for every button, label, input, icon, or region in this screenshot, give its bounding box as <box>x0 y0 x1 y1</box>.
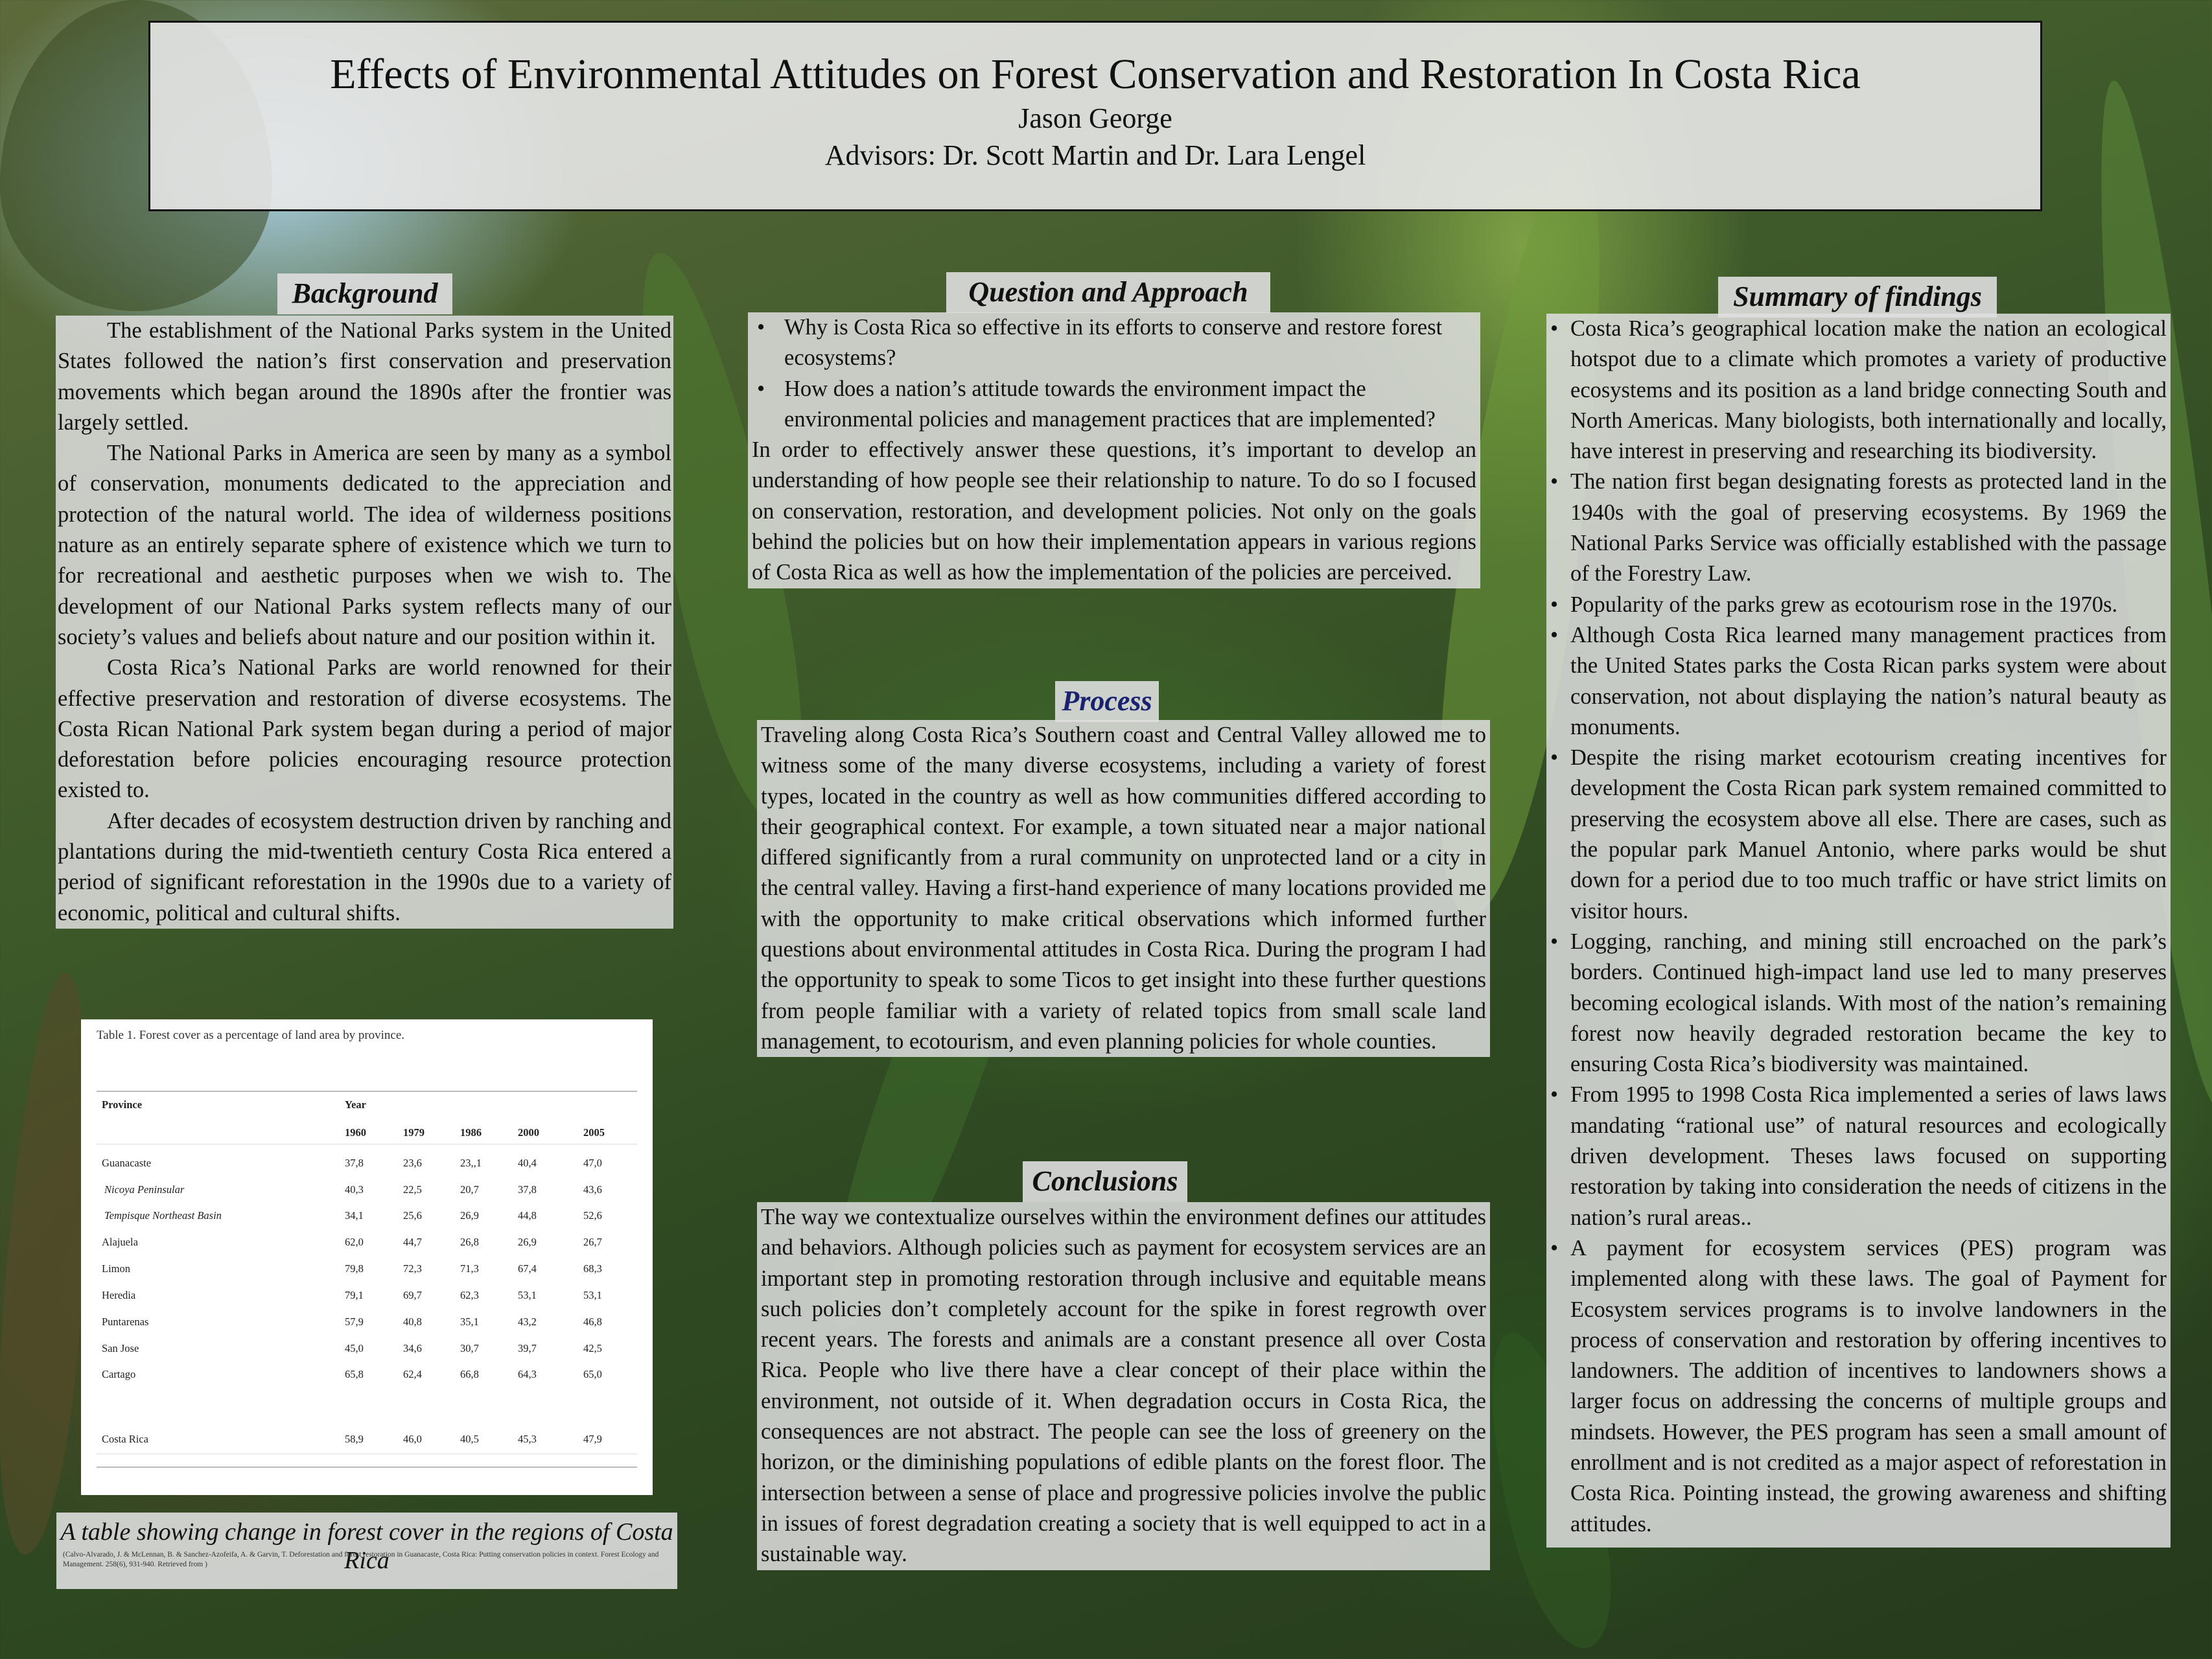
table-rule <box>97 1091 637 1092</box>
conclusions-heading: Conclusions <box>1023 1161 1187 1202</box>
table-row-label: San Jose <box>102 1342 139 1354</box>
table-cell: 53,1 <box>583 1289 602 1301</box>
table-rule <box>97 1467 637 1468</box>
background-paragraph: Costa Rica’s National Parks are world renowned for their effective preservation and restoration of diverse ecosystems. The Costa Rican National Park system began during a period of major deforestation before policies encouraging resource protection existed to. <box>58 655 671 803</box>
table-cell: 20,7 <box>460 1183 479 1196</box>
table-cell: 40,4 <box>518 1157 537 1169</box>
background-text <box>56 316 673 929</box>
table-cell: 26,7 <box>583 1236 602 1248</box>
table-header-year-cell: 1986 <box>460 1126 482 1139</box>
table-cell: 37,8 <box>518 1183 537 1196</box>
question-bullet: • Why is Costa Rica so effective in its efforts to conserve and restore forest ecosystems? <box>752 312 1476 374</box>
table-cell: 43,2 <box>518 1316 537 1328</box>
table-caption-box <box>56 1513 677 1589</box>
table-cell: 47,9 <box>583 1433 602 1445</box>
table-row-label: Heredia <box>102 1289 136 1301</box>
question-heading: Question and Approach <box>946 272 1270 313</box>
table-cell: 40,5 <box>460 1433 479 1445</box>
table-cell: 79,1 <box>345 1289 364 1301</box>
table-cell: 46,8 <box>583 1316 602 1328</box>
findings-bullet: • Popularity of the parks grew as ecotourism rose in the 1970s. <box>1550 590 2167 620</box>
conclusions-text <box>757 1202 1490 1570</box>
table-header-province: Province <box>102 1098 143 1111</box>
poster-title: Effects of Environmental Attitudes on Forest Conservation and Restoration In Costa Rica <box>330 51 1861 98</box>
table-cell: 62,3 <box>460 1289 479 1301</box>
conclusions-paragraph: The way we contextualize ourselves within the environment defines our attitudes and behaviors. Although policies such as payment for ecosystem services are an important step in promoting restoration through inclusive and equitable means such policies don’t completely account for the spike in forest regrowth over recent years. The forests and animals are a constant presence all over Costa Rica. People who live there have a clear concept of their place within the environment, not outside of it. When degradation occurs in Costa Rica, the consequences are not abstract. The people can see the loss of greenery on the horizon, or the diminishing populations of edible plants on the forest floor. The intersection between a sense of place and progressive policies involve the public in issues of forest degradation creating a society that is well equipped to act in a sustainable way. <box>761 1205 1486 1567</box>
table-cell: 35,1 <box>460 1316 479 1328</box>
table-cell: 58,9 <box>345 1433 364 1445</box>
table-cell: 23,,1 <box>460 1157 482 1169</box>
table-header-year: Year <box>345 1098 366 1111</box>
table-row-label: Puntarenas <box>102 1316 149 1328</box>
table-row-label: Alajuela <box>102 1236 138 1248</box>
table-cell: 43,6 <box>583 1183 602 1196</box>
findings-heading: Summary of findings <box>1718 277 1997 318</box>
table-row-label: Cartago <box>102 1368 136 1380</box>
table-cell: 45,0 <box>345 1342 364 1354</box>
table-cell: 45,3 <box>518 1433 537 1445</box>
background-paragraph: The National Parks in America are seen by many as a symbol of conservation, monuments dedicated to the appreciation and protection of the natural world. The idea of wilderness positions nature as an entirely separate sphere of existence which we turn to for recreational and aesthetic purposes when we wish to. The development of our National Parks system reflects many of our society’s values and beliefs about nature and our position within it. <box>58 441 671 649</box>
table-cell: 66,8 <box>460 1368 479 1380</box>
table-cell: 57,9 <box>345 1316 364 1328</box>
table-cell: 79,8 <box>345 1262 364 1275</box>
table-cell: 64,3 <box>518 1368 537 1380</box>
table-cell: 26,9 <box>460 1209 479 1222</box>
table-row-label: Costa Rica <box>102 1433 148 1445</box>
findings-text <box>1546 314 2171 1548</box>
process-paragraph: Traveling along Costa Rica’s Southern coast and Central Valley allowed me to witness some of the many diverse ecosystems, including a variety of forest types, located in the country as well as how communities differed according to their geographical context. For example, a town situated near a major national differed significantly from a rural community on unprotected land or a city in the central valley. Having a first-hand experience of many locations provided me with the opportunity to make critical observations which informed further questions about environmental attitudes in Costa Rica. During the program I had the opportunity to speak to some Ticos to get insight into these further questions from people familiar with a variety of related topics from small scale land management, to ecotourism, and even planning policies for whole counties. <box>761 723 1486 1054</box>
table-cell: 26,9 <box>518 1236 537 1248</box>
findings-bullet: • The nation first began designating forests as protected land in the 1940s with the goal of preserving ecosystems. By 1969 the National Parks Service was officially established with the passage of the Forestry Law. <box>1550 467 2167 589</box>
table-cell: 39,7 <box>518 1342 537 1354</box>
process-text <box>757 720 1490 1057</box>
author-name: Jason George <box>1018 102 1172 134</box>
table-cell: 34,6 <box>403 1342 422 1354</box>
table-header-year-cell: 1960 <box>345 1126 366 1139</box>
background-paragraph: The establishment of the National Parks system in the United States followed the nation’s first conservation and preservation movements which began around the 1890s after the frontier was largely settled. <box>58 318 671 435</box>
table-cell: 26,8 <box>460 1236 479 1248</box>
table-cell: 67,4 <box>518 1262 537 1275</box>
table-header-year-cell: 2000 <box>518 1126 539 1139</box>
table-cell: 25,6 <box>403 1209 422 1222</box>
findings-bullet: • From 1995 to 1998 Costa Rica implemented a series of laws laws mandating “rational use” of natural resources and ecologically driven development. Theses laws focused on supporting restoration by taking into consideration the needs of citizens in the nation’s rural areas.. <box>1550 1080 2167 1233</box>
table-cell: 37,8 <box>345 1157 364 1169</box>
table-cell: 44,7 <box>403 1236 422 1248</box>
background-paragraph: After decades of ecosystem destruction driven by ranching and plantations during the mid-twentieth century Costa Rica entered a period of significant reforestation in the 1990s due to a variety of economic, political and cultural shifts. <box>58 808 671 925</box>
table-cell: 42,5 <box>583 1342 602 1354</box>
table-caption: A table showing change in forest cover in the regions of Costa Rica <box>60 1518 673 1574</box>
table-cell: 34,1 <box>345 1209 364 1222</box>
forest-cover-table <box>81 1019 653 1495</box>
table-cell: 72,3 <box>403 1262 422 1275</box>
background-heading: Background <box>277 273 452 314</box>
approach-paragraph: In order to effectively answer these questions, it’s important to develop an understanding of how people see their relationship to nature. To do so I focused on conservation, restoration, and development policies. Not only on the goals behind the policies but on how their implementation appears in various regions of Costa Rica as well as how the implementation of the policies are perceived. <box>752 437 1476 585</box>
table-row-label: Limon <box>102 1262 130 1275</box>
table-cell: 53,1 <box>518 1289 537 1301</box>
table-cell: 40,8 <box>403 1316 422 1328</box>
table-title: Table 1. Forest cover as a percentage of land area by province. <box>97 1028 405 1042</box>
table-cell: 47,0 <box>583 1157 602 1169</box>
table-cell: 22,5 <box>403 1183 422 1196</box>
table-header-year-cell: 1979 <box>403 1126 425 1139</box>
table-cell: 40,3 <box>345 1183 364 1196</box>
advisors-line: Advisors: Dr. Scott Martin and Dr. Lara Lengel <box>824 139 1366 171</box>
table-cell: 71,3 <box>460 1262 479 1275</box>
poster-title-box <box>148 21 2042 211</box>
findings-bullet: • Despite the rising market ecotourism creating incentives for development the Costa Rican park system remained committed to preserving the ecosystem above all else. There are cases, such as the popular park Manuel Antonio, where parks would be shut down for a period due to too much traffic or have strict limits on visitor hours. <box>1550 743 2167 927</box>
findings-bullet: • Logging, ranching, and mining still encroached on the park’s borders. Continued high-impact land use led to many preserves becoming ecological islands. With most of the nation’s remaining forest now heavily degraded restoration became the key to ensuring Costa Rica’s biodiversity was maintained. <box>1550 927 2167 1080</box>
table-cell: 68,3 <box>583 1262 602 1275</box>
table-row-label: Nicoya Peninsular <box>104 1183 185 1196</box>
table-citation: (Calvo-Alvarado, J. & McLennan, B. & Sanchez-Azofeifa, A. & Garvin, T. Deforestation and forest restoration in Guanacaste, Costa Rica: Putting conservation policies in context. Forest Ecology and Management. 258(6), 931-940. Retrieved from ) <box>63 1551 659 1568</box>
table-cell: 30,7 <box>460 1342 479 1354</box>
table-cell: 23,6 <box>403 1157 422 1169</box>
table-row-label: Tempisque Northeast Basin <box>104 1209 222 1222</box>
findings-bullet: • Although Costa Rica learned many management practices from the United States parks the Costa Rican parks system were about conservation, not about displaying the nation’s natural beauty as monuments. <box>1550 620 2167 743</box>
table-header-year-cell: 2005 <box>583 1126 605 1139</box>
process-heading: Process <box>1055 681 1159 722</box>
table-row-label: Guanacaste <box>102 1157 152 1169</box>
table-cell: 65,0 <box>583 1368 602 1380</box>
table-cell: 65,8 <box>345 1368 364 1380</box>
table-cell: 62,4 <box>403 1368 422 1380</box>
question-bullet: • How does a nation’s attitude towards the environment impact the environmental policies and management practices that are implemented? <box>752 374 1476 435</box>
table-cell: 69,7 <box>403 1289 422 1301</box>
findings-bullet: • A payment for ecosystem services (PES) program was implemented along with these laws. The goal of Payment for Ecosystem services programs is to involve landowners in the process of conservation and restoration by offering incentives to landowners. The addition of incentives to landowners shows a larger focus on addressing the concerns of multiple groups and mindsets. However, the PES program has seen a small amount of enrollment and is not credited as a major aspect of reforestation in Costa Rica. Pointing instead, the growing awareness and shifting attitudes. <box>1550 1233 2167 1540</box>
table-cell: 44,8 <box>518 1209 537 1222</box>
findings-bullet: • Costa Rica’s geographical location make the nation an ecological hotspot due to a climate which promotes a variety of productive ecosystems and its position as a land bridge connecting South and North Americas. Many biologists, both internationally and locally, have interest in preserving and researching its biodiversity. <box>1550 314 2167 467</box>
table-cell: 46,0 <box>403 1433 422 1445</box>
question-text <box>748 312 1480 588</box>
table-cell: 62,0 <box>345 1236 364 1248</box>
table-cell: 52,6 <box>583 1209 602 1222</box>
